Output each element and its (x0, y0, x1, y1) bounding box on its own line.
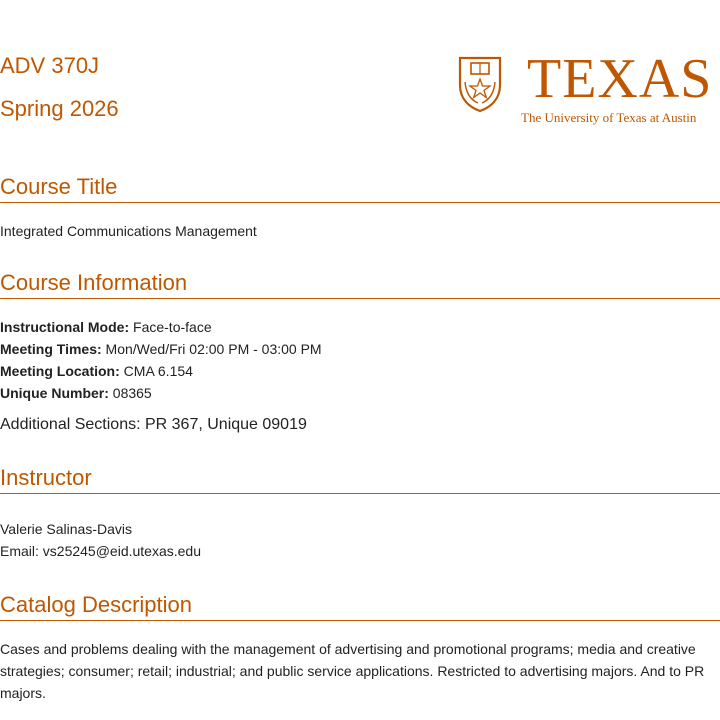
course-code: ADV 370J (0, 53, 100, 78)
term: Spring 2026 (0, 96, 119, 121)
instructor-email: Email: vs25245@eid.utexas.edu (0, 543, 201, 559)
field-label: Instructional Mode: (0, 319, 130, 335)
catalog-description-section (0, 594, 720, 704)
course-information-section (0, 272, 720, 436)
catalog-description-heading: Catalog Description (0, 594, 720, 621)
field-label: Unique Number: (0, 385, 109, 401)
course-title-heading: Course Title (0, 176, 720, 203)
field-label: Meeting Location: (0, 363, 120, 379)
catalog-description-text: Cases and problems dealing with the management of advertising and promotional programs; media and creative strategies; consumer; retail; industrial; and public service applications. Restricted to advertising majors. And to PR majors. (0, 641, 705, 701)
course-information-heading: Course Information (0, 272, 720, 299)
ut-austin-logo (457, 48, 717, 130)
university-seal-icon (457, 55, 503, 113)
field-meeting-times (0, 338, 720, 360)
instructor-name: Valerie Salinas-Davis (0, 521, 133, 537)
additional-sections: Additional Sections: PR 367, Unique 09019 (0, 416, 307, 433)
course-information-fields (0, 316, 720, 404)
instructor-section (0, 467, 720, 562)
field-label: Meeting Times: (0, 341, 102, 357)
field-value: 08365 (112, 385, 152, 401)
texas-wordmark: TEXAS (527, 48, 713, 110)
course-title-text: Integrated Communications Management (0, 223, 257, 239)
university-tagline: The University of Texas at Austin (521, 110, 697, 125)
course-title-section (0, 176, 720, 242)
field-value: CMA 6.154 (123, 363, 193, 379)
instructor-heading: Instructor (0, 467, 720, 494)
field-unique-number (0, 382, 720, 404)
field-value: Face-to-face (133, 319, 212, 335)
field-value: Mon/Wed/Fri 02:00 PM - 03:00 PM (105, 341, 322, 357)
field-instructional-mode (0, 316, 720, 338)
field-meeting-location (0, 360, 720, 382)
